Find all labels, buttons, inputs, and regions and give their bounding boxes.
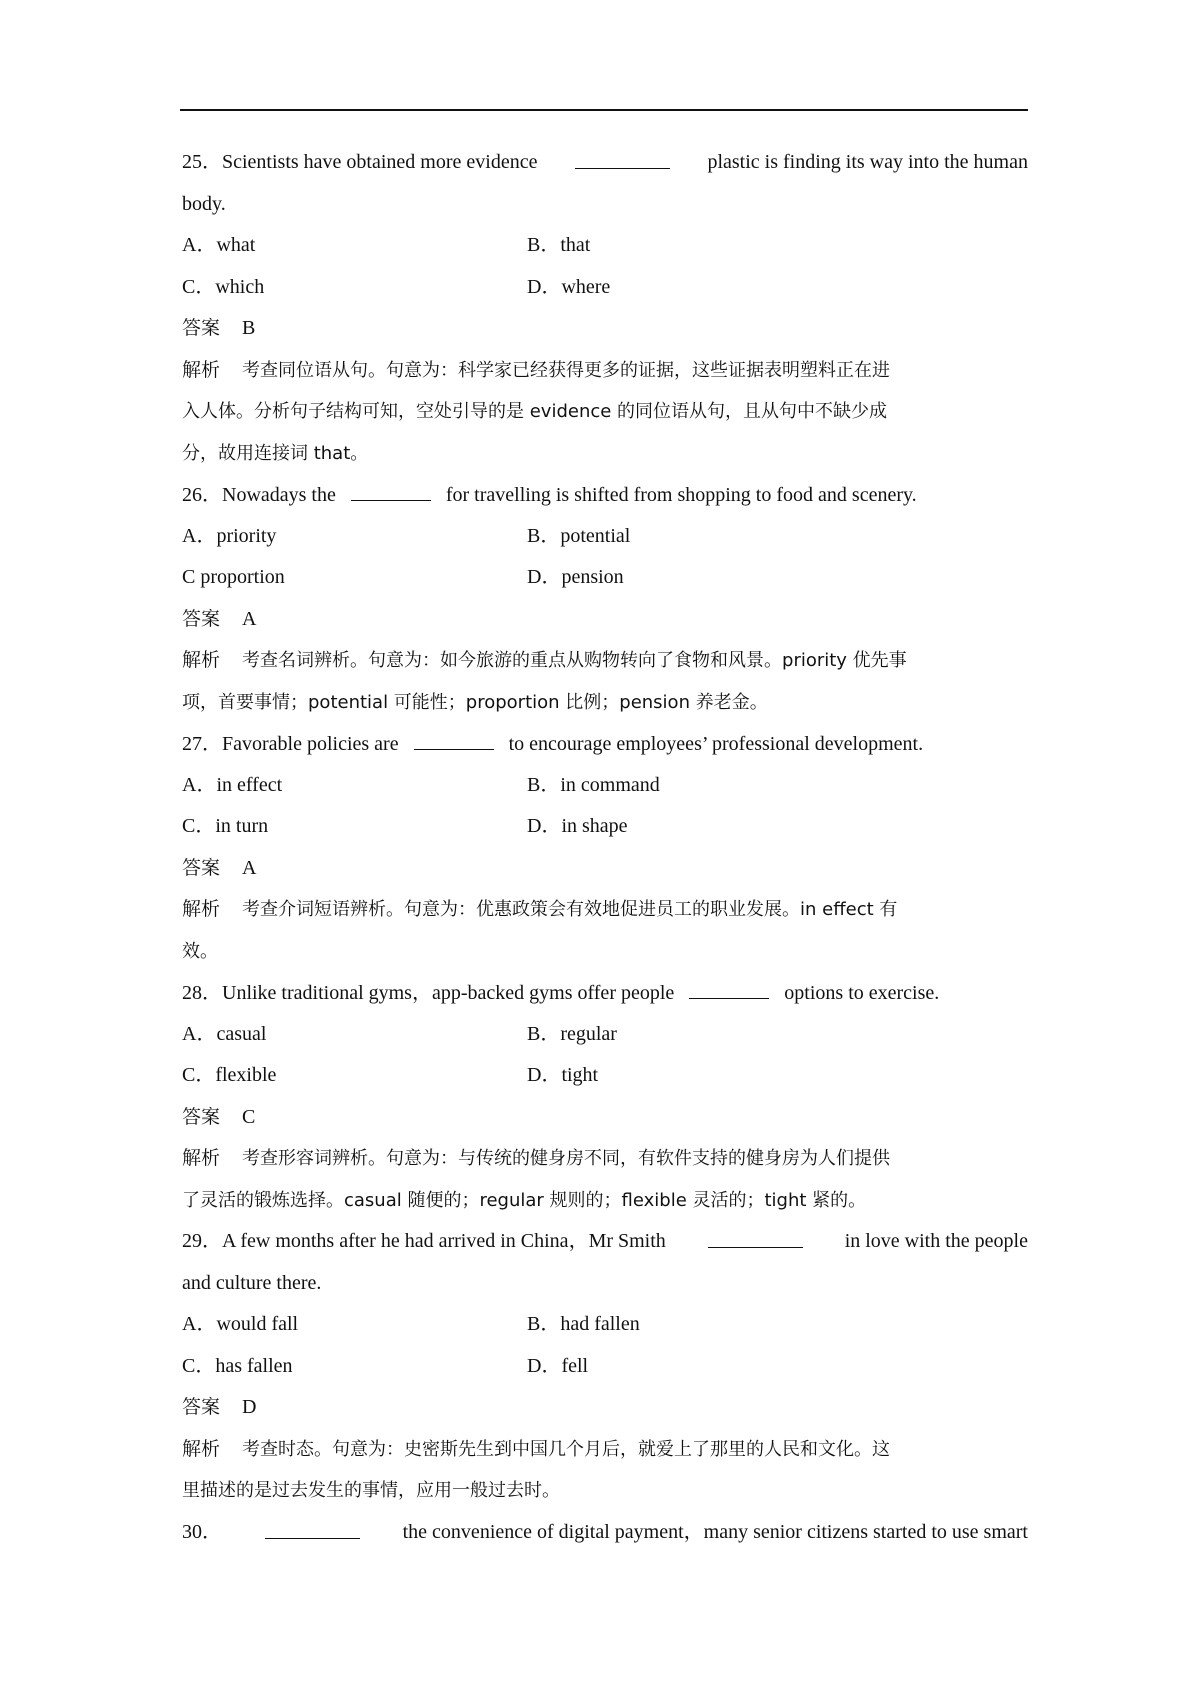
option-c: C．in turn: [182, 815, 269, 837]
options-row: [182, 1055, 1028, 1097]
options-row: [182, 225, 1028, 267]
option-b: B．regular: [527, 1022, 617, 1045]
answer-blank: [414, 723, 494, 750]
answer-blank: [575, 142, 670, 169]
answer-blank: [708, 1221, 803, 1248]
question-30: [182, 1512, 1028, 1554]
question-stem: [182, 474, 1028, 516]
question-27: [182, 723, 1028, 972]
option-d: D．fell: [527, 1354, 589, 1377]
question-stem: [182, 142, 1028, 184]
option-d: D．tight: [527, 1064, 599, 1086]
option-a: A．in effect: [182, 773, 283, 796]
analysis-label: 解析: [182, 1437, 221, 1460]
analysis-line: [182, 1429, 1028, 1471]
analysis-text: 效。: [182, 940, 218, 962]
option-b: B．that: [527, 234, 591, 256]
analysis-text: 里描述的是过去发生的事情，应用一般过去时。: [182, 1480, 560, 1501]
options-row: [182, 1304, 1028, 1346]
analysis-label: 解析: [182, 358, 221, 381]
answer-value: A: [242, 607, 257, 630]
answer-blank: [689, 972, 769, 999]
answer-value: C: [242, 1105, 256, 1128]
analysis-label: 解析: [182, 898, 221, 920]
option-b: B．potential: [527, 524, 631, 547]
analysis-line: [182, 640, 1028, 682]
options-row: [182, 806, 1028, 848]
stem-text-after: for travelling is shifted from shopping to food and scenery.: [440, 484, 917, 506]
option-d: D．in shape: [527, 815, 628, 837]
analysis-label: 解析: [182, 649, 221, 671]
analysis-text: 考查名词辨析。句意为：如今旅游的重点从购物转向了食物和风景。priority 优先事: [242, 650, 907, 671]
question-stem: [182, 723, 1028, 765]
analysis-line: [182, 889, 1028, 931]
stem-text-before: 28．Unlike traditional gyms，app-backed gyms offer people: [182, 982, 680, 1004]
option-c: C．flexible: [182, 1064, 277, 1086]
answer-label: 答案: [182, 317, 221, 339]
options-row: [182, 516, 1028, 558]
question-stem: [182, 1512, 1028, 1554]
answer-value: B: [242, 317, 256, 339]
stem-text-before: 27．Favorable policies are: [182, 733, 404, 755]
analysis-text: 项，首要事情；potential 可能性；proportion 比例；pension 养老金。: [182, 691, 768, 713]
option-b: B．had fallen: [527, 1313, 640, 1335]
question-stem: [182, 972, 1028, 1014]
option-c: C proportion: [182, 566, 285, 588]
option-b: B．in command: [527, 773, 660, 796]
answer-blank: [351, 474, 431, 501]
options-row: [182, 765, 1028, 807]
options-row: [182, 1346, 1028, 1388]
question-number: 30．: [182, 1520, 222, 1543]
option-a: A．what: [182, 234, 256, 256]
option-d: D．where: [527, 275, 611, 298]
stem-text-before: 26．Nowadays the: [182, 484, 341, 506]
analysis-text: 考查时态。句意为：史密斯先生到中国几个月后，就爱上了那里的人民和文化。这: [242, 1438, 891, 1460]
stem-continuation: and culture there.: [182, 1271, 322, 1294]
question-29: [182, 1221, 1028, 1512]
options-row: [182, 267, 1028, 309]
stem-continuation: body.: [182, 192, 226, 215]
analysis-text: 入人体。分析句子结构可知，空处引导的是 evidence 的同位语从句，且从句中不缺少成: [182, 401, 888, 422]
answer-label: 答案: [182, 1396, 221, 1418]
analysis-label: 解析: [182, 1147, 221, 1169]
options-row: [182, 1014, 1028, 1056]
answer-blank: [265, 1512, 360, 1539]
analysis-line: [182, 1138, 1028, 1180]
stem-text-after: the convenience of digital payment，many senior citizens started to use smart: [402, 1520, 1028, 1543]
stem-text-after: options to exercise.: [779, 982, 940, 1004]
option-c: C．which: [182, 275, 265, 298]
analysis-text: 分，故用连接词 that。: [182, 442, 369, 464]
answer-label: 答案: [182, 1105, 221, 1128]
question-25: [182, 142, 1028, 474]
header-rule: [180, 109, 1028, 111]
question-stem: [182, 1221, 1028, 1263]
question-list: [182, 142, 1028, 1553]
option-c: C．has fallen: [182, 1354, 293, 1377]
answer-line: [182, 308, 1028, 350]
answer-line: [182, 1387, 1028, 1429]
stem-text-after: to encourage employees’ professional development.: [503, 733, 924, 755]
answer-value: A: [242, 856, 257, 879]
stem-text-before: 25．Scientists have obtained more evidence: [182, 151, 538, 173]
options-row: [182, 557, 1028, 599]
question-28: [182, 972, 1028, 1221]
analysis-text: 考查形容词辨析。句意为：与传统的健身房不同，有软件支持的健身房为人们提供: [242, 1148, 891, 1169]
option-d: D．pension: [527, 566, 624, 588]
answer-label: 答案: [182, 607, 221, 630]
stem-text-after: in love with the people: [844, 1230, 1028, 1252]
analysis-text: 考查介词短语辨析。句意为：优惠政策会有效地促进员工的职业发展。in effect 有: [242, 899, 898, 920]
answer-line: [182, 848, 1028, 890]
answer-value: D: [242, 1396, 257, 1418]
answer-line: [182, 599, 1028, 641]
analysis-line: [182, 350, 1028, 392]
option-a: A．would fall: [182, 1313, 299, 1335]
question-26: [182, 474, 1028, 723]
answer-line: [182, 1097, 1028, 1139]
option-a: A．casual: [182, 1022, 267, 1045]
stem-text-after: plastic is finding its way into the human: [707, 151, 1028, 173]
analysis-text: 考查同位语从句。句意为：科学家已经获得更多的证据，这些证据表明塑料正在进: [242, 359, 891, 381]
option-a: A．priority: [182, 524, 277, 547]
answer-label: 答案: [182, 856, 221, 879]
stem-text-before: 29．A few months after he had arrived in China，Mr Smith: [182, 1230, 666, 1252]
analysis-text: 了灵活的锻炼选择。casual 随便的；regular 规则的；flexible 灵活的；tight 紧的。: [182, 1189, 867, 1211]
